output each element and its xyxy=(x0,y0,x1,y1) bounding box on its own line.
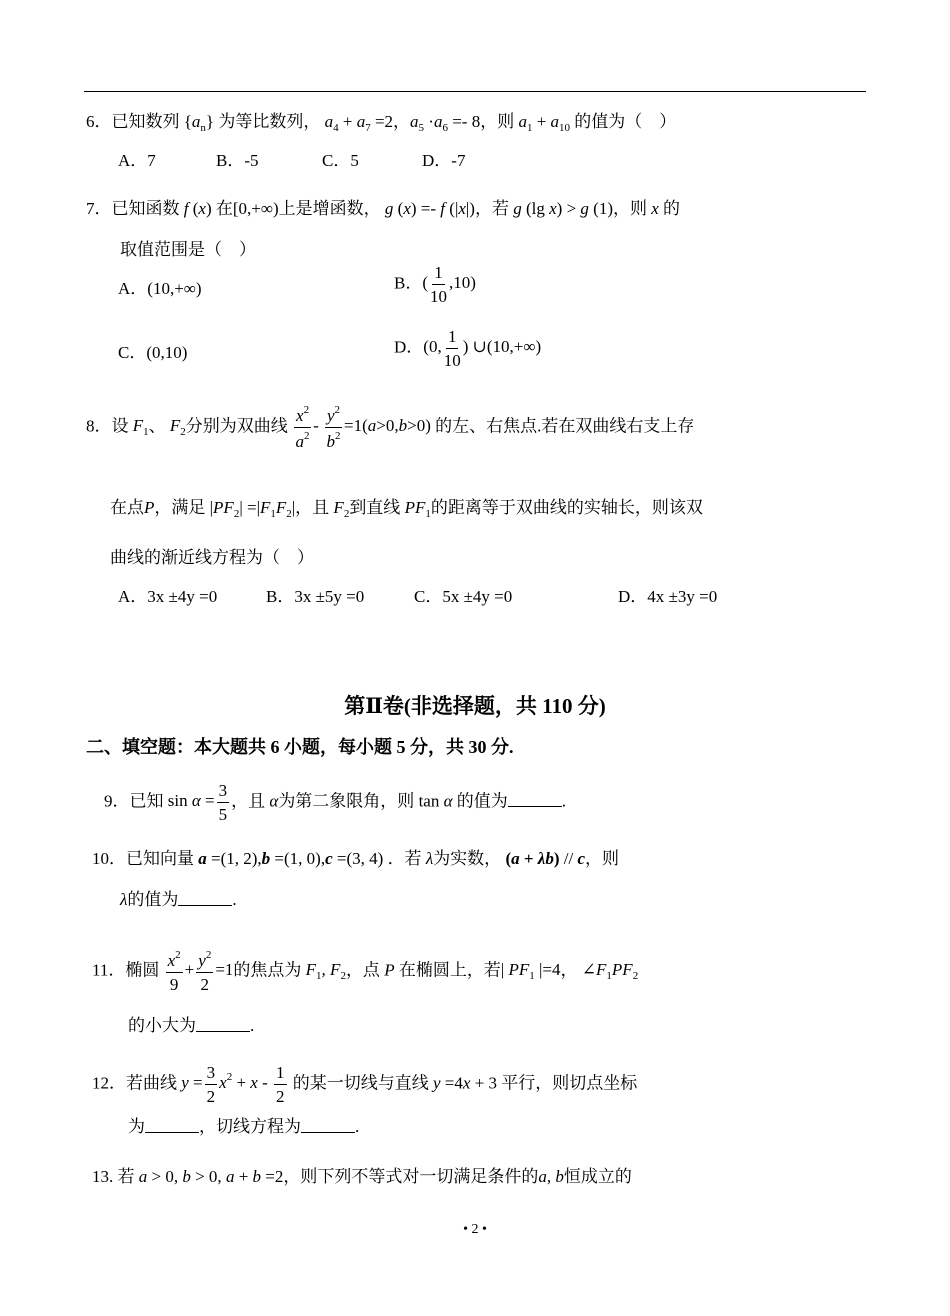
answer-blank[interactable] xyxy=(301,1116,355,1133)
math-expr: a =(1, 2),b =(1, 0),c =(3, 4) xyxy=(198,849,384,868)
question-8: 8．设 $F_1$、 $F_2$分别为双曲线 $\frac{x^2}{a^2}$ - $\frac{y^2}{b^2}$ =1(a>0,b>0) 的左、右焦点.若在双曲线右支上存 xyxy=(86,404,695,451)
q7-option-d[interactable]: D．(0, $\frac{1}{10}$ ) ∪(10,+∞) xyxy=(394,327,542,370)
math-expr: $\angle F_1PF_2$ xyxy=(581,960,639,983)
question-6: 6．已知数列 $\{a_n\}$ 为等比数列， $a_4 + a_7 =2$，$a_5 \cdot a_6 =- 8$，则 $a_1 + a_{10}$ 的值为（ ） xyxy=(86,112,677,134)
math-expr: $a_1 + a_{10}$ xyxy=(518,112,571,134)
question-13: 13. 若 a > 0, b > 0, a + b =2，则下列不等式对一切满足条件的a, b恒成立的 xyxy=(92,1167,632,1186)
math-expr: $F_1$, $F_2$ xyxy=(305,960,346,983)
q8-line-3: 曲线的渐近线方程为（ ） xyxy=(110,548,314,567)
q11-line-2: 的小大为 . xyxy=(128,1016,255,1035)
question-7: 7．已知函数 f (x) 在[0,+∞)上是增函数， g (x) =- f (|x|)，若 g (lg x) > g (1)，则 x 的 xyxy=(86,199,681,218)
math-expr: a > 0, b > 0, a + b =2 xyxy=(138,1167,284,1186)
answer-blank[interactable] xyxy=(178,889,232,906)
question-10: 10．已知向量 a =(1, 2),b =(1, 0),c =(3, 4) ．若 λ为实数， (a + λb) // c，则 xyxy=(92,849,620,868)
math-expr: f (x) xyxy=(183,199,212,218)
header-rule xyxy=(84,91,866,92)
math-expr: ( $\frac{1}{10}$ ,10) xyxy=(422,263,476,306)
math-expr: tan α xyxy=(418,791,453,811)
page-number: • 2 • xyxy=(463,1222,487,1237)
q7-line-2: 取值范围是（ ） xyxy=(120,240,256,259)
q8-option-c[interactable]: C．5x ±4y =0 xyxy=(414,587,513,606)
q7-option-c[interactable]: C．(0,10) xyxy=(118,343,188,362)
q8-option-a[interactable]: A．3x ±4y =0 xyxy=(118,587,218,606)
answer-blank[interactable] xyxy=(508,790,562,807)
math-expr: y = $\frac{3}{2}$ $x^2 + x$ - $\frac{1}{2}$ xyxy=(181,1063,285,1106)
section-title: 第Ⅱ卷(非选择题，共 110 分) xyxy=(344,694,606,718)
q8-option-d[interactable]: D．4x ±3y =0 xyxy=(618,587,718,606)
q6-option-a[interactable]: A．7 xyxy=(118,151,156,170)
math-expr: $F_2$ xyxy=(169,416,186,439)
math-expr: λ xyxy=(120,890,128,909)
answer-blank[interactable] xyxy=(196,1015,250,1032)
math-expr: y =4x + 3 xyxy=(433,1073,498,1093)
math-expr: g (x) =- f (|x|) xyxy=(384,199,475,218)
math-expr: $\frac{x^2}{a^2}$ - $\frac{y^2}{b^2}$ =1(a>0,b>0) xyxy=(295,404,431,451)
math-expr: P xyxy=(144,498,155,517)
q8-option-b[interactable]: B．3x ±5y =0 xyxy=(266,587,365,606)
math-expr: P xyxy=(384,960,395,980)
math-expr: $\{a_n\}$ xyxy=(183,112,215,134)
section-subtitle: 二、填空题：本大题共 6 小题，每小题 5 分，共 30 分. xyxy=(86,737,514,757)
question-11: 11．椭圆 $\frac{x^2}{9}$ + $\frac{y^2}{2}$ =1的焦点为 $F_1$, $F_2$，点 P 在椭圆上，若| $PF_1$ |=4， $\angle F_1PF_2$ xyxy=(92,949,639,994)
q6-option-c[interactable]: C．5 xyxy=(322,151,359,170)
math-expr: $|PF_2| =|F_1F_2|$ xyxy=(209,498,296,520)
math-expr: sin α = $\frac{3}{5}$ xyxy=(167,781,228,824)
q8-line-2: 在点P，满足 $|PF_2| =|F_1F_2|$，且 $F_2$到直线 $PF_1$的距离等于双曲线的实轴长，则该双 xyxy=(110,498,703,520)
math-expr: $PF_1$ xyxy=(404,498,431,520)
math-expr: α xyxy=(269,791,279,811)
math-expr: $F_1$ xyxy=(132,416,149,439)
q7-option-b[interactable]: B．( $\frac{1}{10}$ ,10) xyxy=(394,263,476,306)
math-expr: (0,10) xyxy=(146,343,188,362)
math-expr: (a + λb) // c xyxy=(505,849,586,868)
math-expr: (0, $\frac{1}{10}$ ) ∪(10,+∞) xyxy=(423,327,542,370)
q6-option-d[interactable]: D．-7 xyxy=(422,151,466,170)
math-expr: $a_4 + a_7 =2$，$a_5 \cdot a_6 =- 8$ xyxy=(324,112,481,134)
math-expr: λ xyxy=(425,849,434,868)
math-expr: $\frac{x^2}{9}$ + $\frac{y^2}{2}$ =1 xyxy=(167,949,234,994)
math-expr: (10,+∞) xyxy=(147,279,202,298)
q12-line-2: 为 ，切线方程为 . xyxy=(128,1117,360,1136)
answer-blank[interactable] xyxy=(145,1116,199,1133)
q6-option-b[interactable]: B．-5 xyxy=(216,151,259,170)
q10-line-2: λ的值为 . xyxy=(120,890,237,909)
math-expr: | $PF_1$ |=4 xyxy=(500,960,561,983)
question-9: 9．已知 sin α = $\frac{3}{5}$ ，且 α为第二象限角，则 tan α 的值为 . xyxy=(104,781,567,824)
q7-option-a[interactable]: A．(10,+∞) xyxy=(118,279,202,298)
question-12: 12．若曲线 y = $\frac{3}{2}$ $x^2 + x$ - $\frac{1}{2}$ 的某一切线与直线 y =4x + 3 平行，则切点坐标 xyxy=(92,1063,638,1106)
math-expr: a, b xyxy=(538,1167,564,1186)
math-expr: g (lg x) > g (1) xyxy=(513,199,613,218)
math-expr: [0,+∞) xyxy=(232,199,279,218)
math-expr: x xyxy=(651,199,659,218)
math-expr: $F_2$ xyxy=(333,498,350,520)
